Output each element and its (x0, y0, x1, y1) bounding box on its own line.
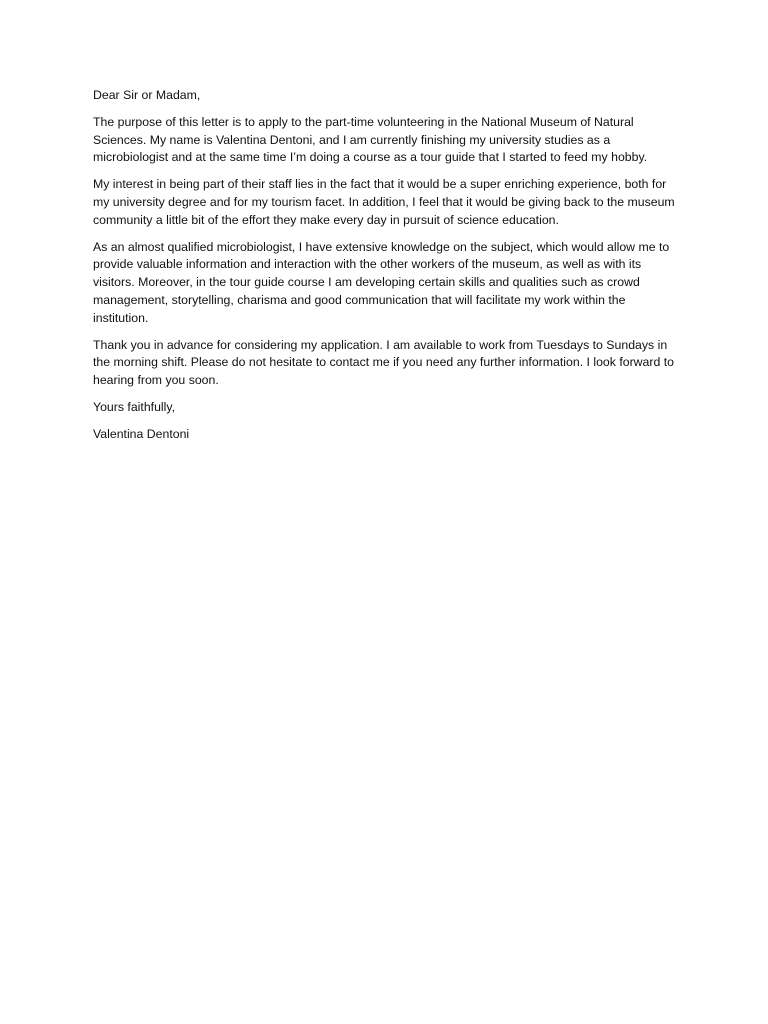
paragraph-qualifications: As an almost qualified microbiologist, I have extensive knowledge on the subject, which would allow me to provide valuable information and interaction with the other workers of the museum, as well as with its visitors. Moreover, in the tour guide course I am developing certain skills and qualities such as crowd management, storytelling, charisma and good communication that will facilitate my work within the institution. (93, 239, 670, 325)
signature: Valentina Dentoni (93, 426, 190, 441)
paragraph-availability: Thank you in advance for considering my application. I am available to work from Tuesdays to Sundays in the morning shift. Please do not hesitate to contact me if you need any further information. I look forward to hearing from you soon. (93, 337, 675, 388)
closing: Yours faithfully, (93, 399, 176, 414)
paragraph-purpose: The purpose of this letter is to apply to the part-time volunteering in the National Museum of Natural Sciences. My name is Valentina Dentoni, and I am currently finishing my university studies as a microbiologist and at the same time I’m doing a course as a tour guide that I started to feed my hobby. (93, 114, 648, 165)
paragraph-interest: My interest in being part of their staff lies in the fact that it would be a super enriching experience, both for my university degree and for my tourism facet. In addition, I feel that it would be giving back to the museum community a little bit of the effort they make every day in pursuit of science education. (93, 177, 675, 227)
salutation: Dear Sir or Madam, (93, 88, 201, 102)
letter-body (93, 87, 683, 453)
